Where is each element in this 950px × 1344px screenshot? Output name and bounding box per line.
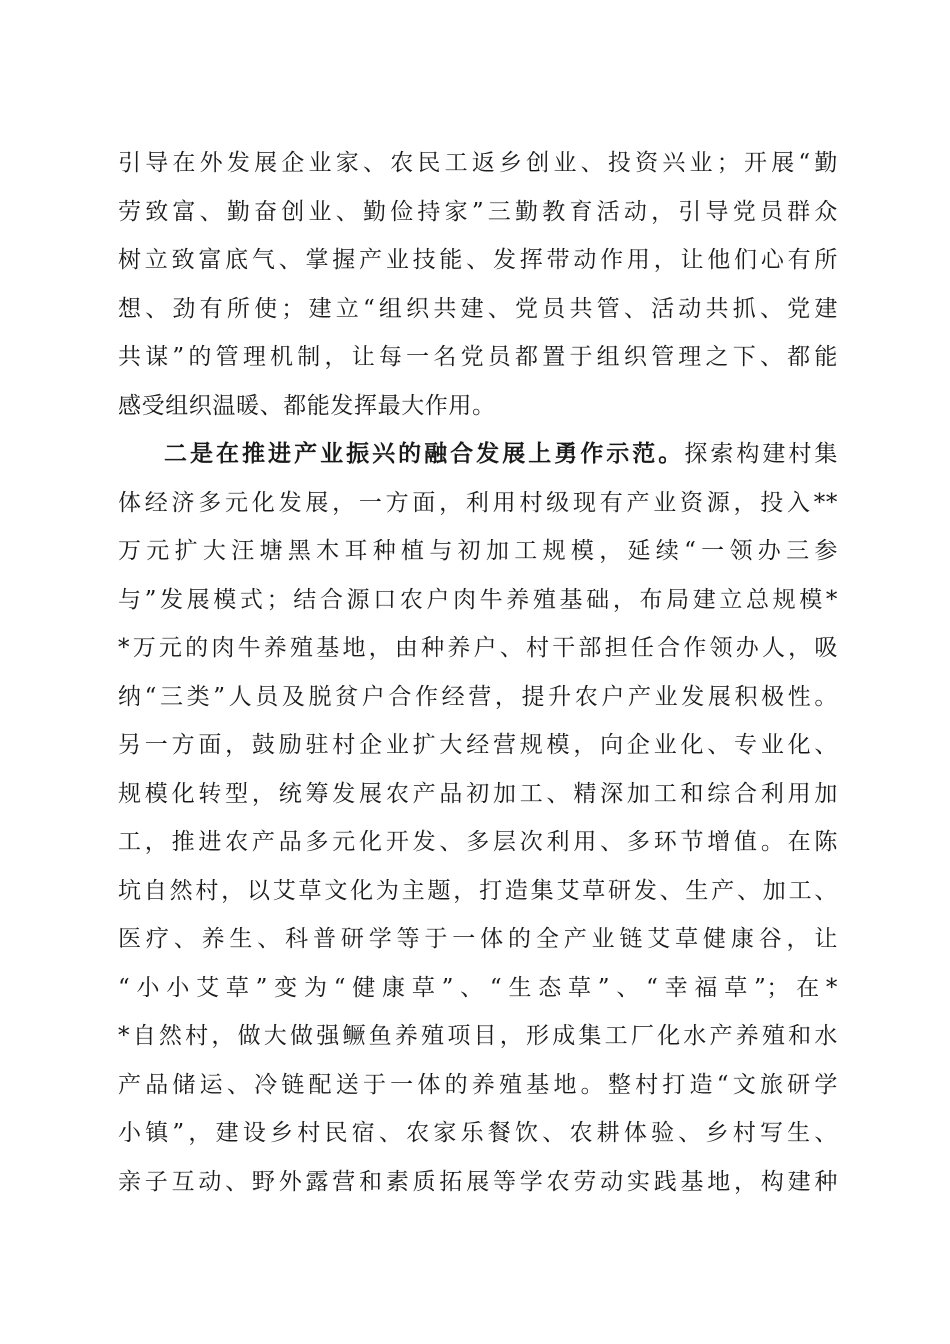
text-line: 树立致富底气、掌握产业技能、发挥带动作用，让他们心有所 xyxy=(118,247,838,273)
text-line: “小小艾草”变为“健康草”、“生态草”、“幸福草”；在* xyxy=(118,974,838,1001)
text-line: 坑自然村，以艾草文化为主题，打造集艾草研发、生产、加工、 xyxy=(118,877,838,904)
text-line: 万元扩大汪塘黑木耳种植与初加工规模，延续“一领办三参 xyxy=(118,538,838,564)
text-line: *自然村，做大做强鳜鱼养殖项目，形成集工厂化水产养殖和水 xyxy=(118,1023,838,1049)
paragraph-heading: 二是在推进产业振兴的融合发展上勇作示范。 xyxy=(164,440,685,467)
text-line: 产品储运、冷链配送于一体的养殖基地。整村打造“文旅研学 xyxy=(118,1071,838,1098)
text-line: 想、劲有所使；建立“组织共建、党员共管、活动共抓、党建 xyxy=(118,295,838,322)
text-line: 另一方面，鼓励驻村企业扩大经营规模，向企业化、专业化、 xyxy=(118,732,838,758)
paragraph-first-line-rest: 探索构建村集 xyxy=(684,441,838,467)
text-line: 体经济多元化发展，一方面，利用村级现有产业资源，投入** xyxy=(118,489,838,516)
text-line: 感受组织温暖、都能发挥最大作用。 xyxy=(118,392,496,419)
text-line: 引导在外发展企业家、农民工返乡创业、投资兴业；开展“勤 xyxy=(118,150,838,176)
text-line: 纳“三类”人员及脱贫户合作经营，提升农户产业发展积极性。 xyxy=(118,683,838,710)
text-line: 与”发展模式；结合源口农户肉牛养殖基础，布局建立总规模* xyxy=(118,586,838,613)
text-line: 工，推进农产品多元化开发、多层次利用、多环节增值。在陈 xyxy=(118,829,838,855)
body-text xyxy=(118,139,838,1206)
text-line: 规模化转型，统筹发展农产品初加工、精深加工和综合利用加 xyxy=(118,780,838,807)
text-line: 医疗、养生、科普研学等于一体的全产业链艾草健康谷，让 xyxy=(118,926,838,952)
text-line: 共谋”的管理机制，让每一名党员都置于组织管理之下、都能 xyxy=(118,344,838,370)
paragraph-first-line xyxy=(118,430,838,479)
text-line: *万元的肉牛养殖基地，由种养户、村干部担任合作领办人，吸 xyxy=(118,635,838,661)
text-line: 劳致富、勤奋创业、勤俭持家”三勤教育活动，引导党员群众 xyxy=(118,198,838,225)
text-line: 亲子互动、野外露营和素质拓展等学农劳动实践基地，构建种 xyxy=(118,1168,838,1195)
text-line: 小镇”，建设乡村民宿、农家乐餐饮、农耕体验、乡村写生、 xyxy=(118,1120,838,1146)
